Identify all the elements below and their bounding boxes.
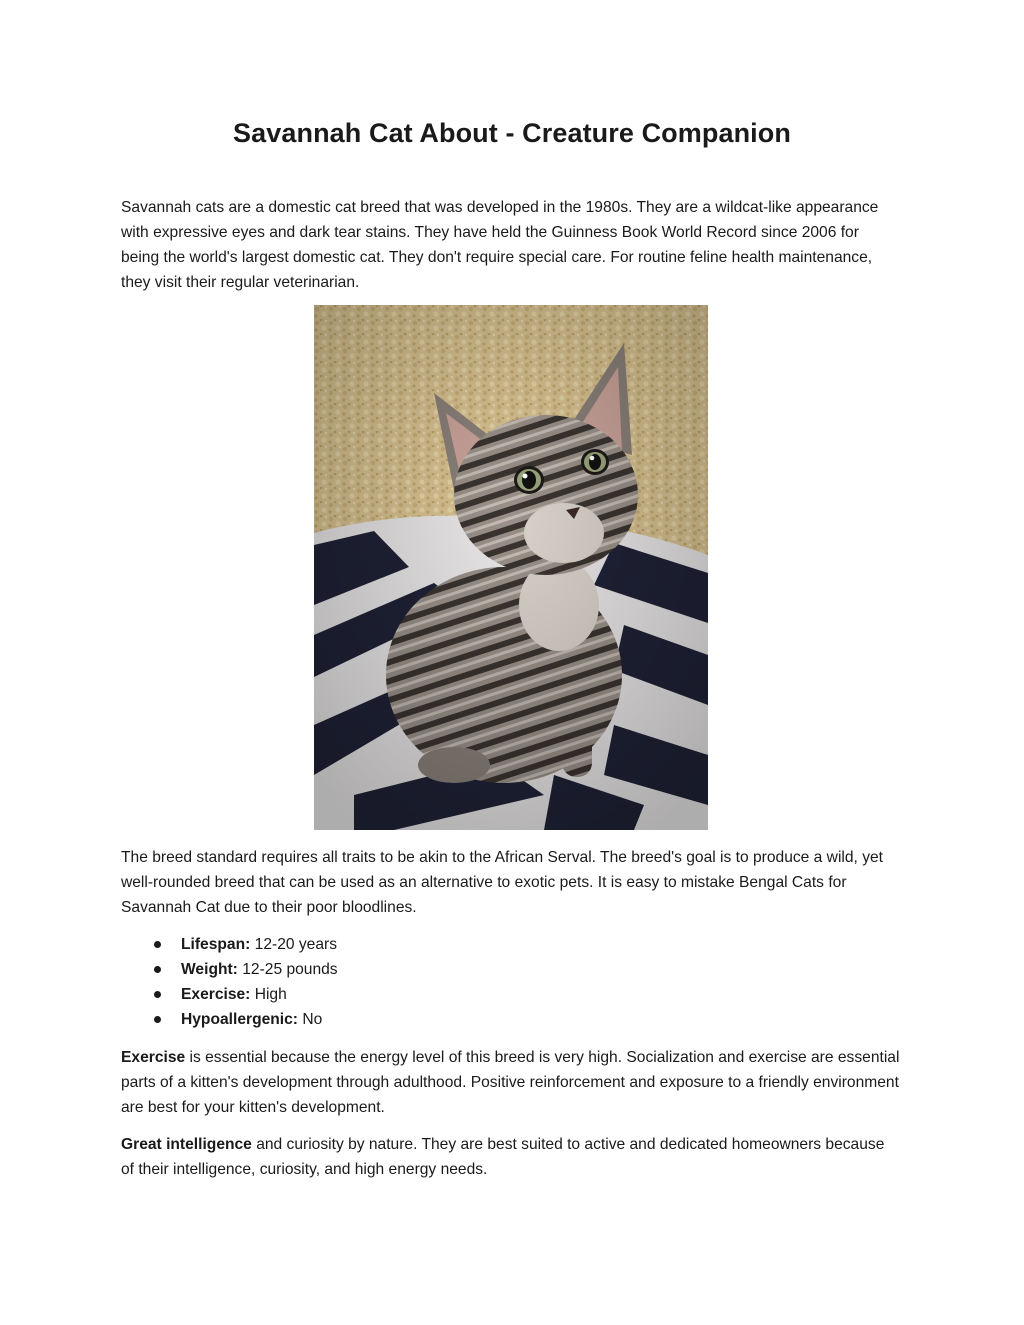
list-item	[121, 982, 338, 1007]
list-item	[121, 957, 338, 982]
list-item	[121, 932, 338, 957]
fact-label: Lifespan:	[181, 936, 251, 953]
bullet-icon	[154, 941, 161, 948]
intelligence-lead: Great intelligence	[121, 1136, 252, 1153]
intro-paragraph: Savannah cats are a domestic cat breed that was developed in the 1980s. They are a wildcat-like appearance with expressive eyes and dark tear stains. They have held the Guinness Book World Record since 2006 for being the world's largest domestic cat. They don't require special care. For routine feline health maintenance, they visit their regular veterinarian.	[121, 199, 879, 291]
bullet-icon	[154, 966, 161, 973]
fact-value: 12-25 pounds	[242, 961, 338, 978]
fact-value: No	[302, 1011, 323, 1028]
intelligence-paragraph	[121, 1132, 901, 1182]
fact-value: High	[254, 986, 287, 1003]
kitten-photo	[314, 305, 708, 830]
fact-label: Hypoallergenic:	[181, 1011, 298, 1028]
exercise-lead: Exercise	[121, 1049, 186, 1066]
breed-facts-list	[121, 932, 338, 1032]
bullet-icon	[154, 991, 161, 998]
fact-label: Weight:	[181, 961, 238, 978]
list-item	[121, 1007, 338, 1032]
fact-label: Exercise:	[181, 986, 251, 1003]
exercise-text: is essential because the energy level of this breed is very high. Socialization and exercise are essential parts of a kitten's development through adulthood. Positive reinforcement and exposure to a friendly environment are best for your kitten's development.	[121, 1049, 900, 1116]
exercise-paragraph	[121, 1045, 901, 1120]
breed-standard-paragraph: The breed standard requires all traits to be akin to the African Serval. The breed's goal is to produce a wild, yet well-rounded breed that can be used as an alternative to exotic pets. It is easy to mistake Bengal Cats for Savannah Cat due to their poor bloodlines.	[121, 849, 884, 916]
fact-value: 12-20 years	[254, 936, 338, 953]
page-title: Savannah Cat About - Creature Companion	[233, 118, 791, 148]
bullet-icon	[154, 1016, 161, 1023]
intelligence-text: and curiosity by nature. They are best suited to active and dedicated homeowners because of their intelligence, curiosity, and high energy needs.	[121, 1136, 885, 1178]
